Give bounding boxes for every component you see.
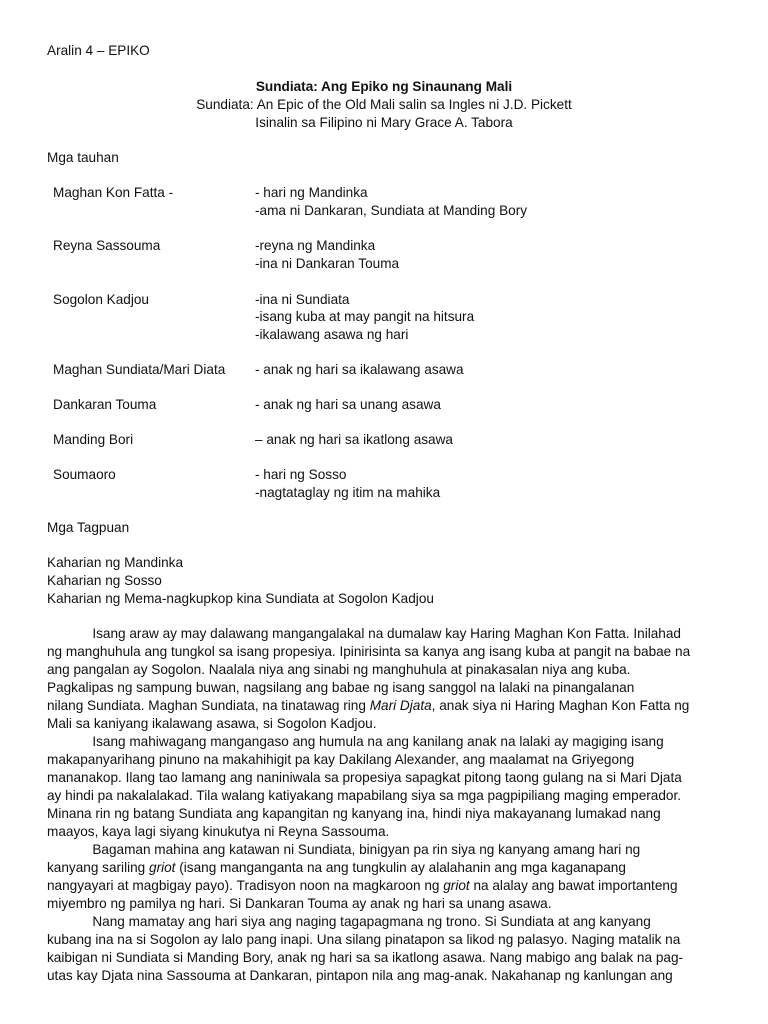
character-desc: -isang kuba at may pangit na hitsura (255, 309, 475, 324)
story-line: nangyayari at magbigay payo). Tradisyon noon na magkaroon ng griot na alalay ang bawat importanteng (47, 878, 678, 893)
character-desc: - anak ng hari sa ikalawang asawa (255, 362, 464, 377)
story-line: Minana rin ng batang Sundiata ang kapangitan ng kanyang ina, hindi niya makayanang lumakad nang (47, 806, 661, 821)
character-name: Soumaoro (53, 467, 116, 482)
character-desc: - hari ng Mandinka (255, 185, 368, 200)
story-line: Isang araw ay may dalawang mangangalakal na dumalaw kay Haring Maghan Kon Fatta. Inilahad (47, 626, 681, 641)
character-name: Maghan Sundiata/Mari Diata (53, 362, 226, 377)
story-line: kubang ina na si Sogolon ay lalo pang inapi. Una silang pinatapon sa likod ng palasyo. Naging matalik na (47, 932, 681, 947)
character-desc: - hari ng Sosso (255, 467, 347, 482)
character-name: Reyna Sassouma (53, 238, 161, 253)
story-line: Bagaman mahina ang katawan ni Sundiata, binigyan pa rin siya ng kanyang amang hari ng (47, 842, 641, 857)
characters-heading: Mga tauhan (47, 150, 119, 165)
story-line: maayos, kaya lagi siyang kinukutya ni Reyna Sassouma. (47, 824, 390, 839)
story-line: Pagkalipas ng sampung buwan, nagsilang ang babae ng isang sanggol na lalaki na pinangalanan (47, 680, 635, 695)
story-line: ang pangalan ay Sogolon. Naalala niya ang sinabi ng manghuhula at pinakasalan niya ang kuba. (47, 662, 631, 677)
story-line: kanyang sariling griot (isang manganganta na ang tungkulin ay alalahanin ang mga kaganapang (47, 860, 626, 875)
story-line: makapanyarihang pinuno na makahihigit pa kay Dakilang Alexander, ang maalamat na Griyegong (47, 752, 635, 767)
setting-item: Kaharian ng Mandinka (47, 555, 184, 570)
story-line: miyembro ng pamilya ng hari. Si Dankaran Touma ay anak ng hari sa unang asawa. (47, 896, 552, 911)
character-desc: -ikalawang asawa ng hari (255, 327, 409, 342)
character-desc: -reyna ng Mandinka (255, 238, 376, 253)
story-line: Mali sa kaniyang ikalawang asawa, si Sogolon Kadjou. (47, 716, 377, 731)
character-name: Sogolon Kadjou (53, 292, 149, 307)
story-line: utas kay Djata nina Sassouma at Dankaran, pintapon nila ang mag-anak. Nakahanap ng kanlungan ang (47, 968, 673, 983)
character-desc: -ina ni Dankaran Touma (255, 256, 400, 271)
character-name: Manding Bori (53, 432, 134, 447)
document-subtitle-translator: Isinalin sa Filipino ni Mary Grace A. Tabora (255, 115, 513, 130)
settings-heading: Mga Tagpuan (47, 520, 130, 535)
story-line: ng manghuhula ang tungkol sa isang propesiya. Ipinirisinta sa kanya ang isang kuba at pangit na babae na (47, 644, 691, 659)
story-line: Isang mahiwagang mangangaso ang humula na ang kanilang anak na lalaki ay magiging isang (47, 734, 664, 749)
story-line: Nang mamatay ang hari siya ang naging tagapagmana ng trono. Si Sundiata at ang kanyang (47, 914, 651, 929)
document-subtitle-translation: Sundiata: An Epic of the Old Mali salin sa Ingles ni J.D. Pickett (196, 97, 572, 112)
setting-item: Kaharian ng Sosso (47, 573, 162, 588)
document-title: Sundiata: Ang Epiko ng Sinaunang Mali (255, 79, 513, 94)
character-desc: -ama ni Dankaran, Sundiata at Manding Bory (255, 203, 528, 218)
character-desc: -ina ni Sundiata (255, 292, 350, 307)
story-line: mananakop. Ilang tao lamang ang naniniwala sa propesiya sapagkat pitong taong gulang na si Mari Djata (47, 770, 682, 785)
story-line: ay hindi pa nakalalakad. Tila walang katiyakang mapabilang siya sa mga pagpipiliang maging emperador. (47, 788, 682, 803)
character-desc: -nagtataglay ng itim na mahika (255, 485, 441, 500)
lesson-label: Aralin 4 – EPIKO (47, 43, 150, 58)
character-name: Dankaran Touma (53, 397, 157, 412)
story-line: kaibigan ni Sundiata si Manding Bory, anak ng hari sa sa ikatlong asawa. Nang mabigo ang balak na pag- (47, 950, 684, 965)
character-desc: – anak ng hari sa ikatlong asawa (255, 432, 453, 447)
story-line: nilang Sundiata. Maghan Sundiata, na tinatawag ring Mari Djata, anak siya ni Haring Maghan Kon Fatta ng (47, 698, 690, 713)
character-desc: - anak ng hari sa unang asawa (255, 397, 441, 412)
setting-item: Kaharian ng Mema-nagkupkop kina Sundiata at Sogolon Kadjou (47, 591, 434, 606)
character-name: Maghan Kon Fatta - (53, 185, 174, 200)
